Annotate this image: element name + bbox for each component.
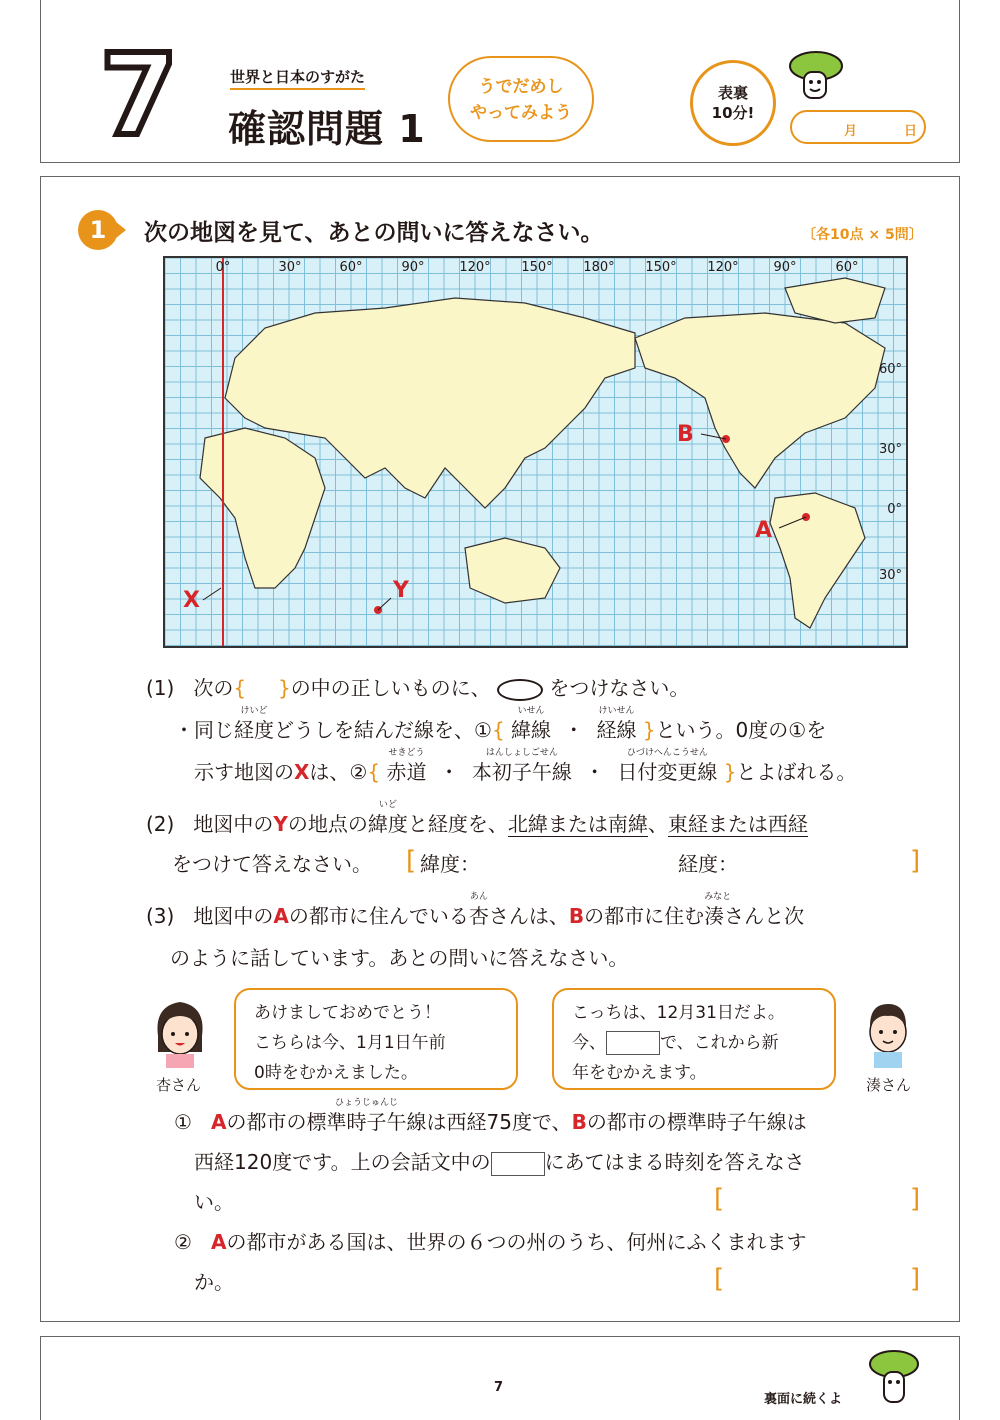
ruby-hyoujun [306,1098,427,1134]
speech-minato-line: 年をむかえます。 [572,1063,707,1083]
q2-line1 [146,800,808,836]
sub2-line2: か。 [194,1270,234,1294]
lon-label: 120° [707,260,739,275]
answer-bracket-open: [ [714,1264,725,1294]
continue-text: 裏面に続くよ [764,1392,843,1407]
q1-l3-c: とよばれる。 [736,760,857,784]
option-hidzuke[interactable] [617,748,718,784]
sub1-l1-b: の都市の [226,1110,307,1134]
ruby-text: ひょうじゅんじ [334,1098,398,1108]
letter-b: B [571,1110,587,1134]
q2-l2-a: をつけて答えなさい。 [172,852,372,876]
letter-x: X [294,760,310,784]
q2-l1-b: の地点の [287,812,368,836]
brace-close: } [723,760,737,784]
option-honsho[interactable] [471,748,572,784]
ruby-an [468,892,489,928]
ruby-base: 標準時子午線 [306,1110,427,1134]
mascot-helmet-icon [866,1344,922,1410]
lon-label: 60° [835,260,859,275]
name-minato: 湊さん [866,1076,912,1094]
answer-field-continent[interactable] [730,1266,906,1296]
name-an: 杏さん [156,1076,202,1094]
sub1-l1-c: は西経75度で、 [426,1110,572,1134]
lon-label: 120° [459,260,491,275]
answer-bracket-close: ] [910,1184,921,1214]
blank-box-ref [491,1152,545,1176]
ellipse-mark-icon [497,679,543,701]
ruby-keido [234,706,274,742]
brace-close: } [642,718,656,742]
ruby-text: けいど [240,706,268,716]
lon-label: 90° [401,260,425,275]
australia-shape [465,538,560,603]
date-day-label: 日 [904,124,918,139]
underline-toukei: 東経または西経 [667,812,808,836]
speech-an-line: あけましておめでとう！ [254,1003,441,1023]
page-number: 7 [494,1380,504,1395]
ruby-text: みなと [704,892,732,902]
q1-l2-b: どうしを結んだ線を、① [274,718,492,742]
lat-field-label: 緯度： [420,852,480,876]
question-number-badge: 1 [78,210,118,250]
unit-subtitle: 世界と日本のすがた [230,66,365,90]
q3-number: (3) [146,904,175,928]
q3-line1 [146,892,805,928]
ruby-base: 日付変更線 [617,760,718,784]
timer-line2: 10分! [711,104,755,122]
q1-text-b: の中の正しいものに、 [290,676,491,700]
answer-lon-field[interactable] [678,852,738,876]
sub2-line1 [174,1230,807,1254]
lon-label: 0° [215,260,231,275]
q1-l3-b: は、② [309,760,368,784]
brace-close: } [277,676,291,700]
option-sekidou[interactable] [386,748,427,784]
option-keisen[interactable] [596,706,637,742]
brace-open: { [233,676,247,700]
separator-dot: ・ [563,718,584,742]
lon-label: 150° [645,260,677,275]
ruby-ido [367,800,408,836]
lon-label: 150° [521,260,553,275]
timer-clock-icon [690,60,776,146]
sub1-l2-a: 西経120度です。上の会話文中の [194,1150,491,1174]
letter-a: A [211,1230,227,1254]
lon-label: 180° [583,260,615,275]
ruby-base: 経度 [234,718,274,742]
speech-minato-line [572,1028,816,1058]
q1-line3 [194,748,857,784]
marker-y-leader [378,598,391,610]
q1-l2-a: ・同じ [174,718,234,742]
q2-line2 [172,852,372,876]
speech-minato-a: 今、 [572,1033,606,1053]
ruby-text: ひづけへんこうせん [626,748,708,758]
answer-field-time[interactable] [730,1186,906,1216]
speech-bubble-minato [552,988,836,1090]
q1-text-a: 次の [193,676,234,700]
sub2-number: ② [174,1230,192,1254]
separator-dot: ・ [584,760,605,784]
ruby-text: けいせん [598,706,635,716]
speech-an-line: こちらは今、1月1日午前 [254,1033,446,1053]
lon-label: 30° [278,260,302,275]
marker-a-label: A [755,518,773,543]
time-blank-box[interactable] [606,1031,660,1055]
q3-l1-d: の都市に住む [584,904,705,928]
speech-minato-line: こっちは、12月31日だよ。 [572,1003,785,1023]
mascot-helmet-icon [786,42,848,104]
brace-open: { [491,718,505,742]
ruby-base: 杏 [468,904,489,928]
q2-number: (2) [146,812,175,836]
south-america-shape [770,493,865,628]
challenge-bubble [448,56,594,142]
ruby-base: 緯線 [511,718,552,742]
ruby-minato [704,892,732,928]
q3-l1-e: さんと次 [724,904,805,928]
brace-open: { [367,760,381,784]
letter-y: Y [273,812,288,836]
world-map [163,256,908,648]
lon-label: 90° [773,260,797,275]
lat-label: 60° [878,362,902,377]
continents [200,278,885,628]
date-field[interactable] [790,110,926,144]
question-instruction: 次の地図を見て、あとの問いに答えなさい。 [144,220,604,246]
ruby-text: いせん [517,706,545,716]
lat-label: 30° [878,568,902,583]
sub1-line3: い。 [194,1190,234,1214]
q3-l1-a: 地図中の [193,904,274,928]
points-label: 〔各10点 × 5問〕 [802,227,923,243]
page-title: 確認問題 1 [228,107,426,151]
option-isen[interactable] [511,706,552,742]
africa-shape [200,428,325,588]
q3-l1-c: さんは、 [488,904,569,928]
footer-frame [40,1336,960,1420]
letter-b: B [568,904,585,928]
boy-avatar-icon [858,996,918,1068]
q2-l1-c: と経度を、 [407,812,508,836]
ruby-base: 緯度 [367,812,408,836]
ruby-text: せきどう [388,748,425,758]
ruby-text: いど [378,800,397,810]
answer-bracket-close: ] [910,846,921,876]
map-graphic [165,258,908,648]
q3-line2: のように話しています。あとの問いに答えなさい。 [170,946,629,970]
date-month-label: 月 [844,124,858,139]
q1-line2 [174,706,827,742]
unit-number: 7 [100,31,178,161]
q1-l3-a: 示す地図の [194,760,294,784]
q2-l1-d: 、 [647,812,668,836]
ruby-base: 赤道 [386,760,427,784]
marker-y-label: Y [393,578,409,603]
sub1-number: ① [174,1110,192,1134]
ruby-base: 湊 [704,904,725,928]
q2-l1-a: 地図中の [193,812,274,836]
sub2-l1-b: の都市がある国は、世界の６つの州のうち、何州にふくまれます [226,1230,807,1254]
underline-hokui: 北緯または南緯 [507,812,648,836]
ruby-text: はんしょしごせん [485,748,558,758]
question-arrow-icon [116,222,126,238]
ruby-base: 経線 [596,718,637,742]
challenge-line2: やってみよう [470,103,572,123]
q1-text-c: をつけなさい。 [549,676,690,700]
separator-dot: ・ [439,760,460,784]
q1-l2-c: という。0度の①を [655,718,827,742]
speech-bubble-an [234,988,518,1090]
marker-b-label: B [677,422,694,447]
sub1-l2-b: にあてはまる時刻を答えなさ [544,1150,805,1174]
q1-number: (1) [146,676,175,700]
answer-bracket-open: [ [406,846,417,876]
q1-line1 [146,676,689,701]
speech-an-line: 0時をむかえました。 [254,1063,418,1083]
lat-label: 0° [887,502,902,517]
ruby-base: 本初子午線 [471,760,572,784]
lat-label: 30° [878,442,902,457]
q3-l1-b: の都市に住んでいる [288,904,469,928]
letter-a: A [273,904,289,928]
girl-avatar-icon [150,996,210,1068]
ruby-text: あん [469,892,488,902]
sub1-line2 [194,1150,805,1176]
answer-bracket-open: [ [714,1184,725,1214]
lon-label: 60° [339,260,363,275]
challenge-line1: うでだめし [478,77,564,97]
marker-x-label: X [183,588,200,613]
lon-field-label: 経度： [678,852,738,876]
sub1-line1 [174,1098,807,1134]
answer-lat-field[interactable] [420,852,480,876]
letter-a: A [211,1110,227,1134]
sub1-l1-e: の都市の標準時子午線は [586,1110,807,1134]
speech-minato-b: で、これから新 [660,1033,779,1053]
answer-bracket-close: ] [910,1264,921,1294]
timer-line1: 表裏 [717,84,748,102]
